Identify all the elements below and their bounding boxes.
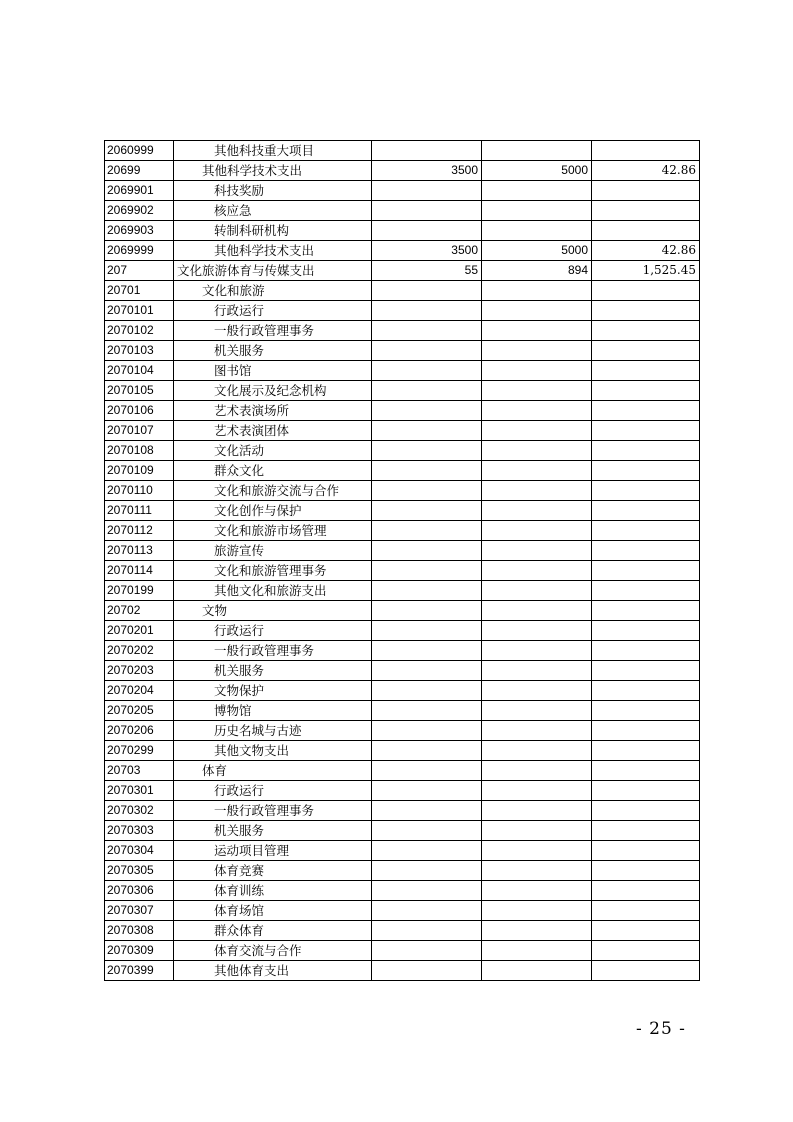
value-1-cell [372,621,482,641]
value-1-cell [372,581,482,601]
table-row [105,281,700,301]
subject-code-cell: 2070305 [105,861,174,881]
value-3-cell [592,381,700,401]
value-3-cell [592,521,700,541]
value-1-cell [372,521,482,541]
value-3-cell [592,861,700,881]
value-3-cell [592,781,700,801]
value-1-cell [372,421,482,441]
value-1-cell [372,961,482,981]
value-3-cell [592,881,700,901]
subject-code-cell: 2070113 [105,541,174,561]
value-1-cell [372,541,482,561]
value-3-cell [592,281,700,301]
value-2-cell [482,481,592,501]
table-row [105,441,700,461]
value-1-cell [372,841,482,861]
table-row [105,861,700,881]
value-3-cell [592,221,700,241]
subject-code-cell: 20699 [105,161,174,181]
subject-name-cell: 文化和旅游市场管理 [174,521,372,541]
table-row [105,501,700,521]
table-row [105,841,700,861]
value-1-cell [372,281,482,301]
value-1-cell [372,761,482,781]
value-1-cell [372,801,482,821]
value-1-cell [372,481,482,501]
value-1-cell [372,361,482,381]
subject-name-cell: 一般行政管理事务 [174,801,372,821]
subject-code-cell: 2070303 [105,821,174,841]
value-3-cell: 42.86 [592,161,700,181]
subject-code-cell: 2070202 [105,641,174,661]
value-1-cell [372,741,482,761]
budget-table-body [105,141,700,981]
subject-name-cell: 核应急 [174,201,372,221]
subject-code-cell: 2070299 [105,741,174,761]
value-2-cell [482,641,592,661]
value-2-cell: 5000 [482,161,592,181]
subject-code-cell: 2070112 [105,521,174,541]
subject-name-cell: 其他体育支出 [174,961,372,981]
value-3-cell [592,461,700,481]
value-2-cell [482,621,592,641]
table-row [105,461,700,481]
value-3-cell [592,141,700,161]
table-row [105,561,700,581]
table-row [105,341,700,361]
subject-name-cell: 其他科学技术支出 [174,241,372,261]
subject-code-cell: 2069902 [105,201,174,221]
value-3-cell: 42.86 [592,241,700,261]
table-row [105,481,700,501]
subject-name-cell: 体育场馆 [174,901,372,921]
subject-name-cell: 历史名城与古迹 [174,721,372,741]
subject-code-cell: 2070203 [105,661,174,681]
value-1-cell [372,461,482,481]
subject-code-cell: 2070111 [105,501,174,521]
table-row [105,661,700,681]
value-2-cell [482,501,592,521]
value-2-cell [482,681,592,701]
subject-name-cell: 文化和旅游交流与合作 [174,481,372,501]
value-2-cell [482,941,592,961]
value-2-cell [482,721,592,741]
value-1-cell [372,661,482,681]
subject-name-cell: 文物 [174,601,372,621]
value-1-cell [372,861,482,881]
table-row [105,821,700,841]
subject-name-cell: 群众体育 [174,921,372,941]
value-3-cell [592,561,700,581]
value-2-cell [482,581,592,601]
value-3-cell: 1,525.45 [592,261,700,281]
value-2-cell [482,221,592,241]
table-row [105,301,700,321]
subject-code-cell: 20701 [105,281,174,301]
value-2-cell [482,901,592,921]
subject-name-cell: 行政运行 [174,301,372,321]
subject-name-cell: 其他科学技术支出 [174,161,372,181]
table-row [105,221,700,241]
value-3-cell [592,181,700,201]
subject-name-cell: 博物馆 [174,701,372,721]
value-2-cell [482,421,592,441]
table-row [105,381,700,401]
budget-table-container [104,140,700,981]
table-row [105,961,700,981]
value-2-cell [482,961,592,981]
value-1-cell [372,701,482,721]
value-2-cell [482,601,592,621]
table-row [105,701,700,721]
value-2-cell [482,801,592,821]
subject-code-cell: 2070109 [105,461,174,481]
subject-code-cell: 2070201 [105,621,174,641]
table-row [105,941,700,961]
table-row [105,721,700,741]
value-3-cell [592,641,700,661]
value-2-cell [482,761,592,781]
value-3-cell [592,761,700,781]
table-row [105,621,700,641]
subject-code-cell: 2070199 [105,581,174,601]
value-3-cell [592,401,700,421]
value-1-cell [372,381,482,401]
subject-name-cell: 群众文化 [174,461,372,481]
value-3-cell [592,541,700,561]
value-1-cell [372,561,482,581]
value-3-cell [592,921,700,941]
subject-name-cell: 文化活动 [174,441,372,461]
subject-name-cell: 运动项目管理 [174,841,372,861]
value-1-cell [372,221,482,241]
subject-name-cell: 其他文物支出 [174,741,372,761]
value-3-cell [592,201,700,221]
value-3-cell [592,821,700,841]
subject-code-cell: 2070307 [105,901,174,921]
value-3-cell [592,341,700,361]
value-3-cell [592,961,700,981]
value-2-cell [482,841,592,861]
table-row [105,521,700,541]
subject-code-cell: 2069903 [105,221,174,241]
subject-name-cell: 文物保护 [174,681,372,701]
value-3-cell [592,481,700,501]
value-2-cell [482,521,592,541]
table-row [105,201,700,221]
table-row [105,581,700,601]
subject-code-cell: 2070301 [105,781,174,801]
page-number: - 25 - [636,1019,686,1039]
subject-code-cell: 2070101 [105,301,174,321]
subject-code-cell: 2070205 [105,701,174,721]
subject-name-cell: 一般行政管理事务 [174,641,372,661]
value-2-cell [482,741,592,761]
value-1-cell [372,681,482,701]
value-1-cell: 3500 [372,161,482,181]
subject-name-cell: 体育 [174,761,372,781]
subject-code-cell: 2070304 [105,841,174,861]
value-2-cell [482,361,592,381]
table-row [105,141,700,161]
value-1-cell [372,821,482,841]
value-1-cell [372,501,482,521]
subject-name-cell: 科技奖励 [174,181,372,201]
table-row [105,641,700,661]
subject-code-cell: 2070105 [105,381,174,401]
value-3-cell [592,801,700,821]
subject-code-cell: 2070104 [105,361,174,381]
subject-code-cell: 2070107 [105,421,174,441]
subject-code-cell: 2070103 [105,341,174,361]
subject-code-cell: 2070306 [105,881,174,901]
table-row [105,741,700,761]
table-row [105,901,700,921]
subject-name-cell: 一般行政管理事务 [174,321,372,341]
table-row [105,601,700,621]
value-2-cell [482,301,592,321]
subject-code-cell: 2070114 [105,561,174,581]
value-3-cell [592,421,700,441]
subject-name-cell: 文化创作与保护 [174,501,372,521]
subject-name-cell: 行政运行 [174,781,372,801]
table-row [105,241,700,261]
value-2-cell [482,541,592,561]
subject-name-cell: 艺术表演团体 [174,421,372,441]
value-1-cell [372,901,482,921]
value-1-cell [372,341,482,361]
subject-name-cell: 机关服务 [174,661,372,681]
table-row [105,781,700,801]
subject-code-cell: 2070110 [105,481,174,501]
value-3-cell [592,301,700,321]
value-2-cell [482,321,592,341]
value-1-cell [372,601,482,621]
value-2-cell: 5000 [482,241,592,261]
value-2-cell [482,461,592,481]
value-2-cell [482,281,592,301]
value-3-cell [592,941,700,961]
subject-name-cell: 体育交流与合作 [174,941,372,961]
subject-code-cell: 2070204 [105,681,174,701]
table-row [105,421,700,441]
table-row [105,881,700,901]
value-3-cell [592,741,700,761]
subject-name-cell: 文化展示及纪念机构 [174,381,372,401]
value-1-cell [372,401,482,421]
value-1-cell [372,921,482,941]
value-2-cell: 894 [482,261,592,281]
value-2-cell [482,781,592,801]
subject-code-cell: 2070399 [105,961,174,981]
subject-code-cell: 2060999 [105,141,174,161]
subject-code-cell: 2070106 [105,401,174,421]
value-1-cell [372,301,482,321]
table-row [105,181,700,201]
subject-code-cell: 2069901 [105,181,174,201]
subject-code-cell: 2070108 [105,441,174,461]
subject-name-cell: 转制科研机构 [174,221,372,241]
value-2-cell [482,381,592,401]
value-1-cell: 3500 [372,241,482,261]
budget-table [104,140,700,981]
subject-code-cell: 2070309 [105,941,174,961]
subject-code-cell: 20703 [105,761,174,781]
value-1-cell [372,201,482,221]
subject-name-cell: 体育训练 [174,881,372,901]
table-row [105,261,700,281]
value-3-cell [592,501,700,521]
value-2-cell [482,921,592,941]
value-1-cell [372,321,482,341]
value-3-cell [592,621,700,641]
subject-name-cell: 机关服务 [174,341,372,361]
value-3-cell [592,681,700,701]
value-3-cell [592,661,700,681]
value-2-cell [482,181,592,201]
subject-code-cell: 20702 [105,601,174,621]
value-2-cell [482,341,592,361]
value-3-cell [592,581,700,601]
value-1-cell [372,881,482,901]
subject-code-cell: 207 [105,261,174,281]
subject-name-cell: 文化和旅游管理事务 [174,561,372,581]
table-row [105,401,700,421]
value-2-cell [482,881,592,901]
value-1-cell [372,781,482,801]
value-2-cell [482,561,592,581]
value-2-cell [482,201,592,221]
value-2-cell [482,401,592,421]
value-3-cell [592,721,700,741]
subject-code-cell: 2070308 [105,921,174,941]
value-2-cell [482,701,592,721]
subject-code-cell: 2070102 [105,321,174,341]
table-row [105,161,700,181]
value-1-cell [372,721,482,741]
value-3-cell [592,441,700,461]
value-2-cell [482,441,592,461]
value-3-cell [592,701,700,721]
value-2-cell [482,661,592,681]
table-row [105,761,700,781]
value-1-cell [372,181,482,201]
table-row [105,361,700,381]
value-1-cell: 55 [372,261,482,281]
value-3-cell [592,321,700,341]
subject-code-cell: 2069999 [105,241,174,261]
subject-name-cell: 艺术表演场所 [174,401,372,421]
subject-name-cell: 其他科技重大项目 [174,141,372,161]
value-2-cell [482,821,592,841]
table-row [105,321,700,341]
table-row [105,921,700,941]
value-1-cell [372,141,482,161]
subject-name-cell: 其他文化和旅游支出 [174,581,372,601]
subject-name-cell: 文化旅游体育与传媒支出 [174,261,372,281]
value-3-cell [592,901,700,921]
value-1-cell [372,641,482,661]
value-2-cell [482,861,592,881]
subject-code-cell: 2070206 [105,721,174,741]
subject-name-cell: 体育竞赛 [174,861,372,881]
value-3-cell [592,841,700,861]
value-3-cell [592,601,700,621]
subject-name-cell: 行政运行 [174,621,372,641]
value-2-cell [482,141,592,161]
table-row [105,801,700,821]
subject-name-cell: 文化和旅游 [174,281,372,301]
value-1-cell [372,441,482,461]
value-1-cell [372,941,482,961]
subject-name-cell: 机关服务 [174,821,372,841]
value-3-cell [592,361,700,381]
subject-code-cell: 2070302 [105,801,174,821]
subject-name-cell: 图书馆 [174,361,372,381]
table-row [105,541,700,561]
subject-name-cell: 旅游宣传 [174,541,372,561]
table-row [105,681,700,701]
